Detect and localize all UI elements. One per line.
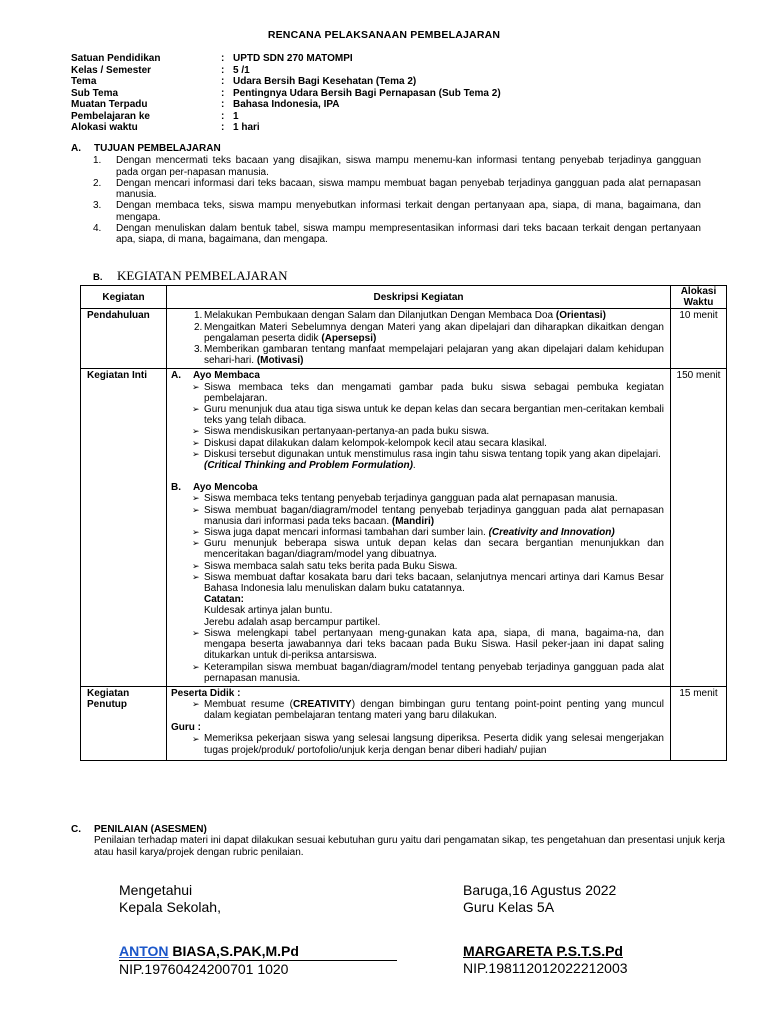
catatan-label: Catatan:: [204, 594, 245, 606]
identity-row: Muatan Terpadu : Bahasa Indonesia, IPA: [71, 99, 340, 110]
identity-row: Kelas / Semester : 5 /1: [71, 64, 250, 76]
list-item: ➢ Diskusi dapat dilakukan dalam kelompok-kelompok kecil atau secara klasikal.: [171, 438, 664, 449]
pendahuluan-description: [167, 309, 671, 369]
list-item: ➢ Siswa membaca teks tentang penyebab terjadinya gangguan pada alat pernapasan manusia.: [171, 493, 664, 504]
list-item: 3. Dengan membaca teks, siswa mampu menyebutkan informasi terkait dengan pertanyaan apa, siapa, di mana, bagaimana, dan mengapa.: [93, 200, 701, 223]
identity-row: Sub Tema : Pentingnya Udara Bersih Bagi Pernapasan (Sub Tema 2): [71, 87, 501, 99]
section-kegiatan-heading: B. KEGIATAN PEMBELAJARAN: [93, 268, 288, 283]
subheading-ayo-membaca: A. Ayo Membaca: [171, 370, 260, 382]
arrowhead-bullet-icon: ➢: [192, 426, 200, 437]
list-item: ➢ Siswa membuat daftar kosakata baru dari teks bacaan, selanjutnya mencari artinya dari Kamus Besar Bahasa Indonesia lalu menuliskan dalam buku catatannya.: [171, 572, 664, 594]
table-row: [81, 309, 727, 369]
row-label-penutup: Kegiatan Penutup: [81, 686, 167, 760]
arrowhead-bullet-icon: ➢: [192, 448, 200, 459]
time-allocation: 15 menit: [671, 686, 727, 760]
list-item: ➢ Siswa melengkapi tabel pertanyaan meng-gunakan kata apa, siapa, di mana, bagaima-na, dan mengapa beserta jawabannya dari teks bacaan pada Buku Siswa. Hasil peker-jaan ini dapat saling ditukarkan untuk di-periksa antarsiswa.: [171, 628, 664, 662]
inti-description: [167, 369, 671, 686]
list-item: ➢ Keterampilan siswa membuat bagan/diagram/model tentang penyebab terjadinya gangguan pada alat pernapasan manusia.: [171, 662, 664, 684]
signer-nip: NIP.19760424200701 1020: [119, 960, 289, 977]
objective-list: [71, 155, 701, 245]
signer-name: MARGARETA P.S.T.S.Pd: [463, 943, 623, 959]
arrowhead-bullet-icon: ➢: [192, 437, 200, 448]
list-item: 2. Dengan mencari informasi dari teks bacaan, siswa mampu membuat bagan penyebab terjadinya gangguan pada alat pernapasan manusia.: [93, 177, 701, 201]
column-header-deskripsi: Deskripsi Kegiatan: [167, 286, 671, 309]
list-item: 2. Mengaitkan Materi Sebelumnya dengan Materi yang akan dipelajari dan diharapkan dikaitkan dengan pengalaman peserta didik (Apersepsi): [194, 321, 664, 344]
peserta-didik-label: Peserta Didik :: [171, 687, 241, 699]
arrowhead-bullet-icon: ➢: [192, 661, 200, 672]
section-tujuan: [71, 143, 701, 246]
section-heading: C. PENILAIAN (ASESMEN): [71, 824, 207, 835]
arrowhead-bullet-icon: ➢: [192, 699, 200, 710]
table-row: [81, 369, 727, 686]
list-item: ➢ Diskusi tersebut digunakan untuk menstimulus rasa ingin tahu siswa tentang topik yang akan dipelajari.: [171, 449, 664, 460]
time-allocation: 10 menit: [671, 309, 727, 369]
arrowhead-bullet-icon: ➢: [192, 404, 200, 415]
column-header-alokasi: Alokasi Waktu: [671, 286, 727, 309]
penutup-description: [167, 686, 671, 760]
activity-table: [80, 285, 727, 761]
signer-first-name: ANTON: [119, 943, 169, 959]
arrowhead-bullet-icon: ➢: [192, 493, 200, 504]
skill-tag: (Critical Thinking and Problem Formulation).: [204, 460, 416, 472]
arrowhead-bullet-icon: ➢: [192, 560, 200, 571]
row-label-inti: Kegiatan Inti: [81, 369, 167, 686]
signer-name: BIASA,S.PAK,M.Pd: [168, 943, 299, 959]
signature-teacher: Baruga,16 Agustus 2022 Guru Kelas 5A MARGARETA P.S.T.S.Pd NIP.198112012022212003: [463, 882, 723, 976]
row-label-pendahuluan: Pendahuluan: [81, 309, 167, 369]
list-item: ➢ Guru menunjuk beberapa siswa untuk depan kelas dan secara bergantian menunjukkan dan menceritakan bagan/diagram/model yang dibuatnya.: [171, 538, 664, 560]
list-item: ➢ Siswa membaca teks dan mengamati gambar pada buku siswa sebagai pembuka kegiatan pembelajaran.: [171, 382, 664, 404]
arrowhead-bullet-icon: ➢: [192, 538, 200, 549]
identity-row: Alokasi waktu : 1 hari: [71, 122, 260, 133]
penilaian-text: Penilaian terhadap materi ini dapat dilakukan sesuai kebutuhan guru yaitu dari pengamatan sikap, tes pengetahuan dan presentasi unjuk kerja atau hasil karya/projek dengan rubric penilaian.: [94, 835, 725, 859]
list-item: ➢ Memeriksa pekerjaan siswa yang selesai langsung diperiksa. Peserta didik yang selesai mengerjakan tugas projek/produk/ portofolio/unjuk kerja dengan benar diberi hadiah/ pujian: [171, 733, 664, 758]
table-header-row: [81, 286, 727, 309]
identity-row: Pembelajaran ke : 1: [71, 110, 239, 122]
list-item: ➢ Siswa membaca salah satu teks berita pada Buku Siswa.: [171, 561, 664, 572]
column-header-kegiatan: Kegiatan: [81, 286, 167, 309]
table-row: [81, 686, 727, 760]
signature-headmaster: Mengetahui Kepala Sekolah, ANTON BIASA,S.PAK,M.Pd NIP.19760424200701 1020: [119, 882, 419, 977]
arrowhead-bullet-icon: ➢: [192, 627, 200, 638]
catatan-line: Jerebu adalah asap bercampur partikel.: [204, 616, 381, 628]
time-allocation: 150 menit: [671, 369, 727, 686]
identity-row: Satuan Pendidikan : UPTD SDN 270 MATOMPI: [71, 53, 353, 64]
list-item: 1. Melakukan Pembukaan dengan Salam dan Dilanjutkan Dengan Membaca Doa (Orientasi): [194, 310, 606, 322]
arrowhead-bullet-icon: ➢: [192, 381, 200, 392]
list-item: ➢ Siswa membuat bagan/diagram/model tentang penyebab terjadinya gangguan pada alat pernapasan manusia dari informasi pada teks bacaan. (Mandiri): [171, 505, 664, 527]
identity-row: Tema : Udara Bersih Bagi Kesehatan (Tema 2): [71, 76, 417, 87]
arrowhead-bullet-icon: ➢: [192, 527, 200, 538]
arrowhead-bullet-icon: ➢: [192, 733, 200, 744]
section-penilaian: [71, 824, 725, 859]
list-item: 4. Dengan menuliskan dalam bentuk tabel, siswa mampu mempresentasikan informasi dari teks bacaan terkait dengan pertanyaan apa, siapa, di mana, bagaimana, dan mengapa.: [93, 223, 701, 246]
section-heading: A. TUJUAN PEMBELAJARAN: [71, 143, 221, 154]
subheading-ayo-mencoba: B. Ayo Mencoba: [171, 482, 258, 494]
list-item: ➢ Guru menunjuk dua atau tiga siswa untuk ke depan kelas dan secara bergantian men-ceritakan kembali teks yang telah dibaca.: [171, 404, 664, 426]
arrowhead-bullet-icon: ➢: [192, 504, 200, 515]
list-item: ➢ Siswa mendiskusikan pertanyaan-pertanya-an pada buku siswa.: [171, 426, 664, 437]
identity-block: [71, 53, 501, 134]
document-title: RENCANA PELAKSANAAN PEMBELAJARAN: [267, 29, 501, 41]
guru-label: Guru :: [171, 721, 201, 733]
list-item: 3. Memberikan gambaran tentang manfaat mempelajari pelajaran yang akan dipelajari dalam kehidupan sehari-hari. (Motivasi): [194, 344, 664, 367]
arrowhead-bullet-icon: ➢: [192, 571, 200, 582]
catatan-line: Kuldesak artinya jalan buntu.: [204, 605, 333, 617]
signer-nip: NIP.198112012022212003: [463, 959, 628, 976]
list-item: ➢ Siswa juga dapat mencari informasi tambahan dari sumber lain. (Creativity and Innovation): [171, 527, 664, 538]
list-item: 1. Dengan mencermati teks bacaan yang disajikan, siswa mampu menemu-kan informasi tentang penyebab terjadinya gangguan pada organ per-napasan manusia.: [93, 155, 701, 178]
list-item: ➢ Membuat resume (CREATIVITY) dengan bimbingan guru tentang point-point penting yang muncul dalam kegiatan pembelajaran tentang materi yang baru dilakukan.: [171, 699, 664, 721]
